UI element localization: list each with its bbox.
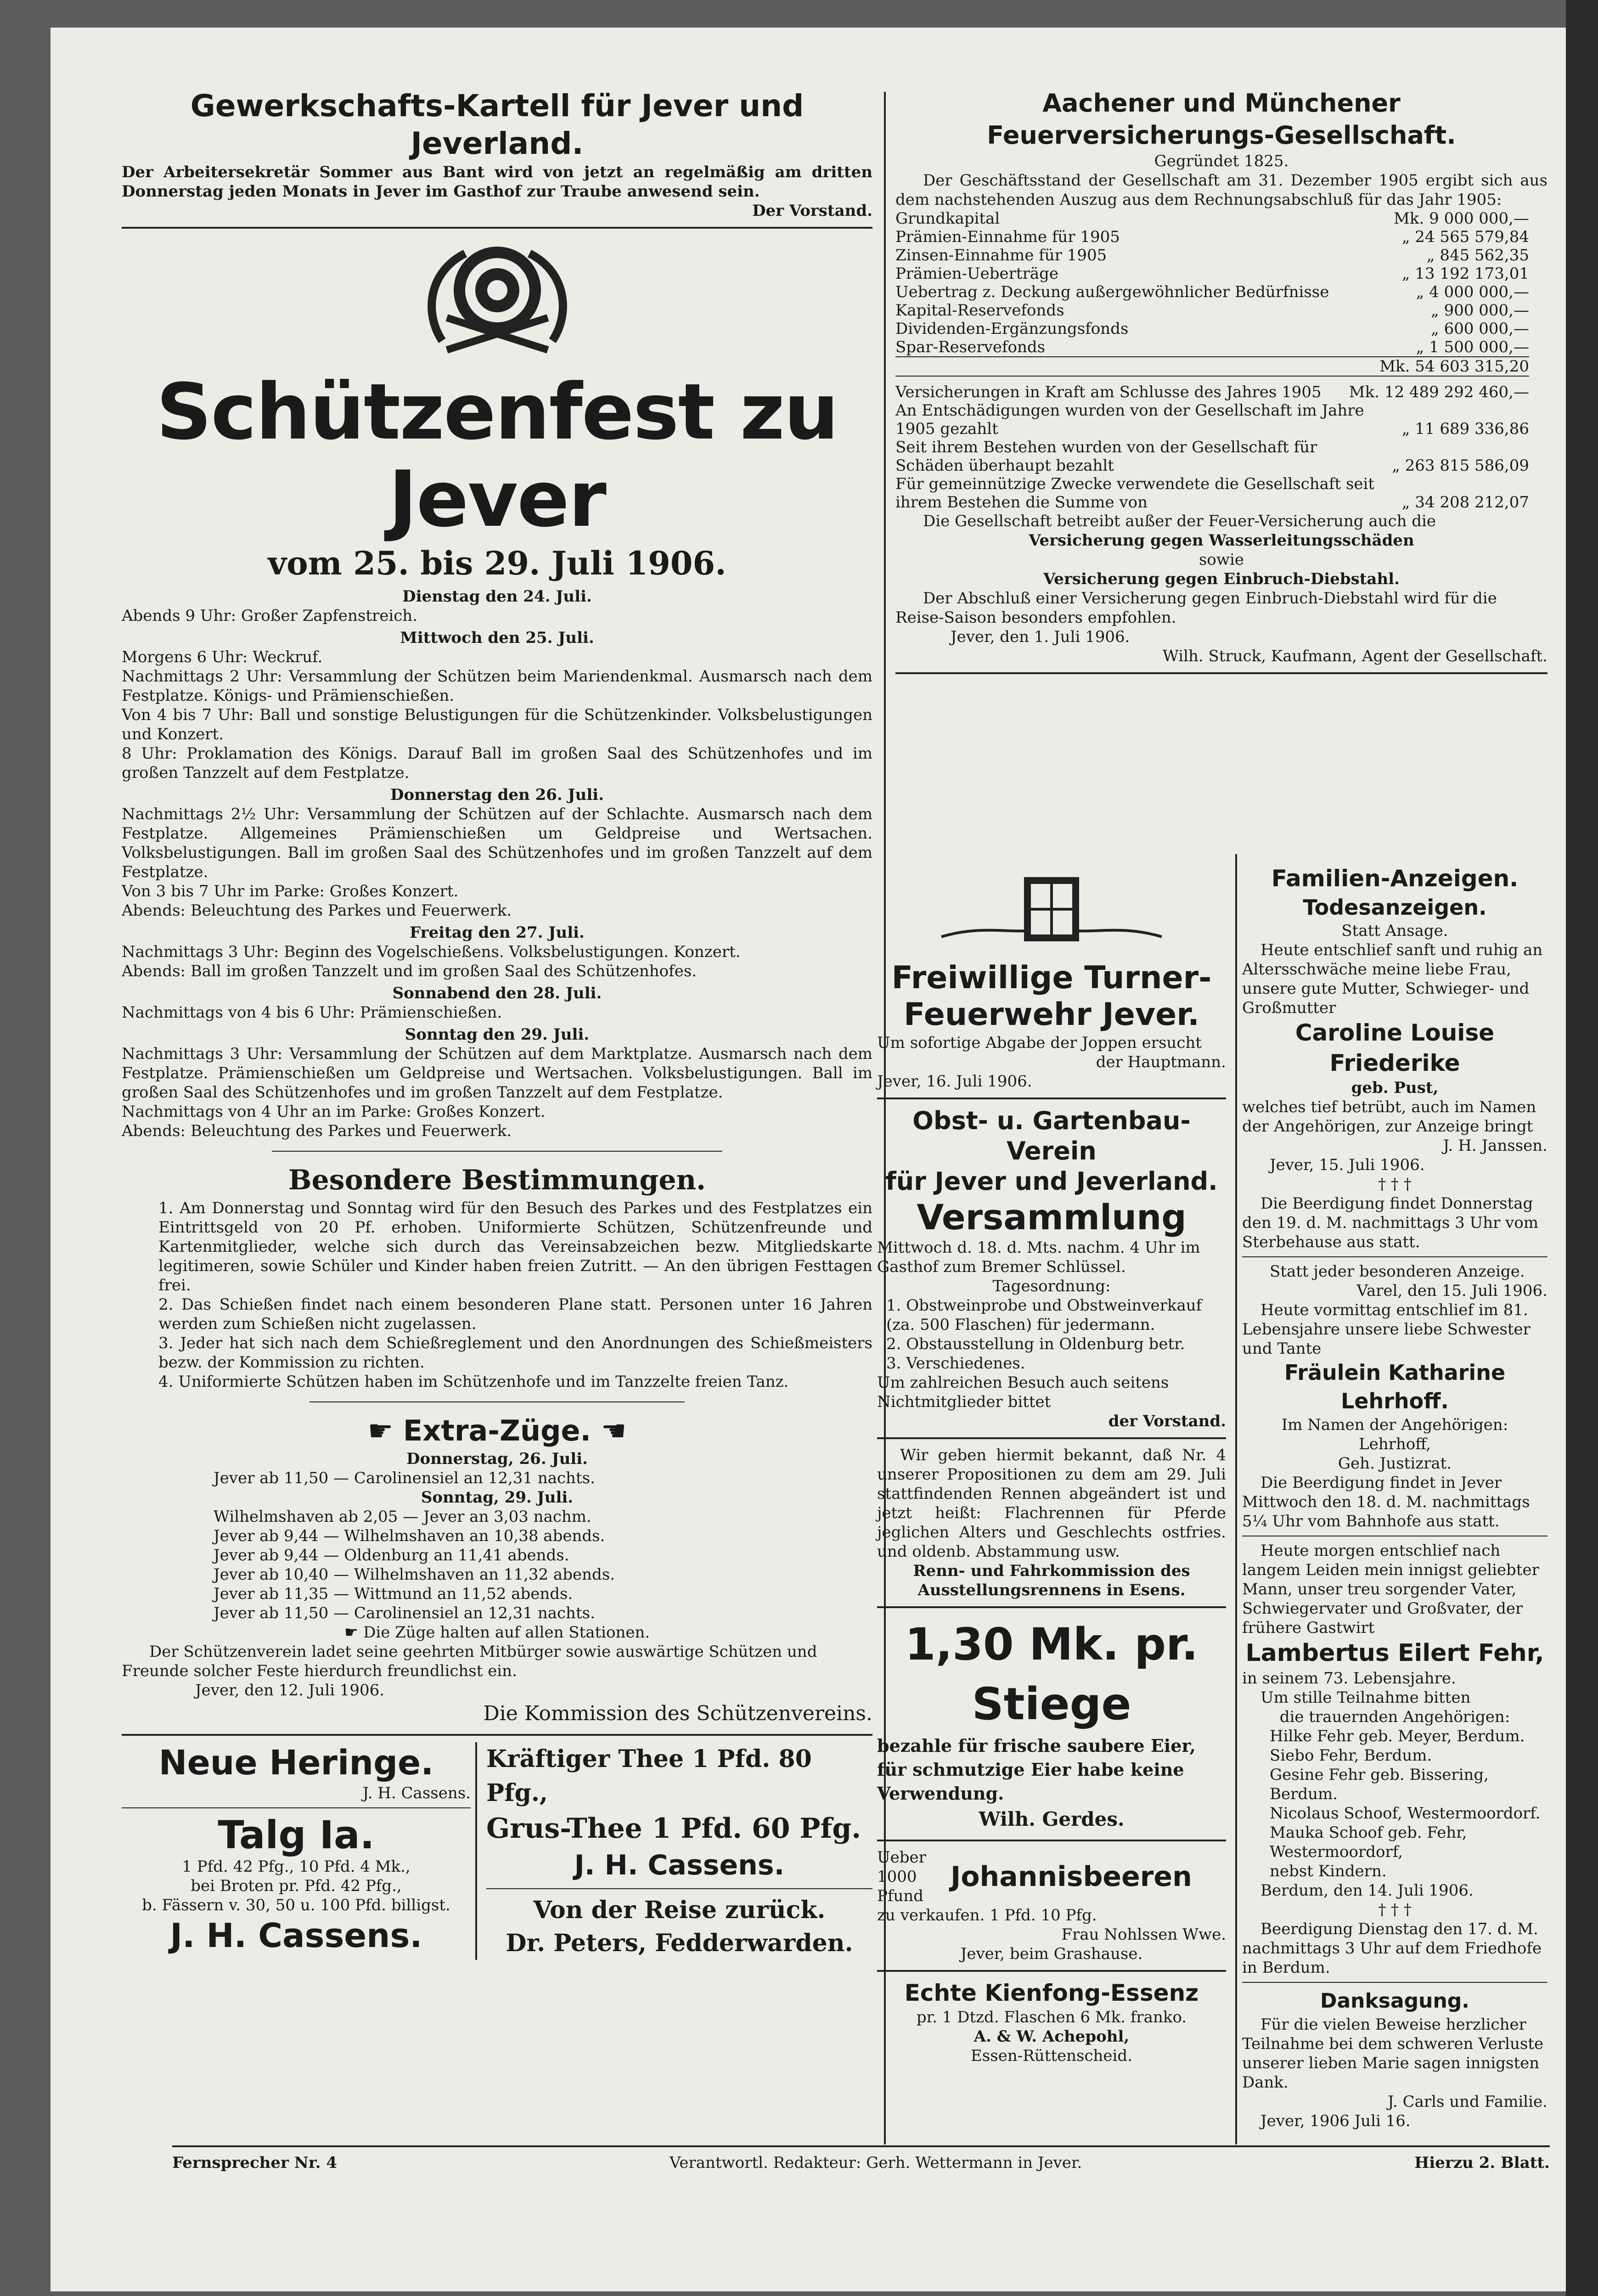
ob-when: Mittwoch d. 18. d. Mts. nachm. 4 Uhr im Gasthof zum Bremer Schlüssel. xyxy=(877,1238,1200,1276)
day-heading: Mittwoch den 25. Juli. xyxy=(400,629,594,647)
ek-place: Essen-Rüttenscheid. xyxy=(970,2047,1133,2065)
ez-day1: Donnerstag, 26. Juli. xyxy=(406,1450,588,1468)
hand-left-icon: ☛ xyxy=(367,1414,394,1447)
ez-date: Jever, den 12. Juli 1906. xyxy=(195,1681,385,1699)
ins-row xyxy=(895,228,1529,246)
ob-items xyxy=(877,1296,1226,1373)
d1-after: welches tief betrübt, auch im Namen der Angehörigen, zur Anzeige bringt xyxy=(1242,1098,1536,1136)
ob-item: 3. Verschiedenes. xyxy=(886,1354,1025,1373)
jb-big: Johannisbeeren xyxy=(951,1861,1192,1893)
ins-row-value: „ 11 689 336,86 xyxy=(1401,420,1529,438)
gewerkschaft-ad xyxy=(122,87,872,220)
ins-row-value: „ 845 562,35 xyxy=(1426,246,1529,264)
target-emblem-icon xyxy=(415,235,580,364)
ins-row xyxy=(895,209,1529,228)
schedule-line: Nachmittags von 4 bis 6 Uhr: Prämienschießen. xyxy=(122,1003,502,1022)
ins-row xyxy=(895,264,1529,283)
schedule-line: Nachmittags 2½ Uhr: Versammlung der Schützen auf der Schlachte. Ausmarsch nach dem Festplatze. Allgemeines Prämienschießen um Geldpreise und Wertsachen. Volksbelustigungen. Ball im großen Saal des Schützenhofes und im großen Tanzzelt auf dem Festplatze. xyxy=(122,805,872,881)
schedule-line: Nachmittags 3 Uhr: Beginn des Vogelschießens. Volksbelustigungen. Konzert. xyxy=(122,943,741,961)
divider xyxy=(122,1807,471,1808)
ob-big: Versammlung xyxy=(917,1197,1187,1238)
ins-row-label: Zinsen-Einnahme für 1905 xyxy=(895,246,1107,264)
day-heading: Donnerstag den 26. Juli. xyxy=(390,786,604,804)
hering-title: Neue Heringe. xyxy=(158,1743,434,1783)
d1-name: Caroline Louise Friederike xyxy=(1295,1019,1495,1076)
family-ads-column xyxy=(1242,863,1547,2131)
d2-sign1: Lehrhoff, xyxy=(1359,1435,1431,1453)
mourner: Gesine Fehr geb. Bissering, Berdum. xyxy=(1270,1766,1489,1803)
ez-title-text: Extra-Züge. xyxy=(403,1414,591,1447)
schedule-line: Abends 9 Uhr: Großer Zapfenstreich. xyxy=(122,607,418,625)
d3-list xyxy=(1242,1727,1547,1881)
day-heading: Dienstag den 24. Juli. xyxy=(402,587,592,606)
mourner: Nicolaus Schoof, Westermoordorf. xyxy=(1270,1804,1541,1823)
footer-mid: Verantwortl. Redakteur: Gerh. Wettermann in Jever. xyxy=(669,2154,1082,2172)
ez-note-text: Die Züge halten auf allen Stationen. xyxy=(363,1623,650,1642)
bes-item: 4. Uniformierte Schützen haben im Schützenhofe und im Tanzzelte freien Tanz. xyxy=(158,1373,789,1391)
schedule-line: Morgens 6 Uhr: Weckruf. xyxy=(122,648,323,666)
talg-line2: bei Broten pr. Pfd. 42 Pfg., xyxy=(191,1877,402,1895)
d2-body: Heute vormittag entschlief im 81. Lebensjahre unsere liebe Schwester und Tante xyxy=(1242,1301,1530,1358)
ins-row-label: Grundkapital xyxy=(895,209,1000,228)
mourner: nebst Kindern. xyxy=(1270,1862,1387,1880)
ez-note xyxy=(122,1623,872,1642)
left-column xyxy=(122,87,872,1960)
ez-list2 xyxy=(122,1507,872,1623)
bes-item: 2. Das Schießen findet nach einem besonderen Plane statt. Personen unter 16 Jahren werden zum Schießen nicht zugelassen. xyxy=(158,1295,872,1333)
divider xyxy=(1242,1982,1547,1983)
footer xyxy=(172,2154,1550,2172)
schedule-line: Abends: Beleuchtung des Parkes und Feuerwerk. xyxy=(122,1122,512,1140)
talg-line1: 1 Pfd. 42 Pfg., 10 Pfd. 4 Mk., xyxy=(182,1857,411,1876)
divider xyxy=(272,1151,722,1152)
ins-p1: Die Gesellschaft betreibt außer der Feuer-Versicherung auch die xyxy=(923,512,1436,530)
train-line: Jever ab 10,40 — Wilhelmshaven an 11,32 abends. xyxy=(214,1565,615,1584)
schuetzenfest-ad xyxy=(122,235,872,1728)
train-line: Jever ab 9,44 — Oldenburg an 11,41 abends. xyxy=(214,1546,569,1564)
ez-list1 xyxy=(122,1469,872,1488)
ins-row xyxy=(895,283,1529,301)
dk-sign: J. Carls und Familie. xyxy=(1388,2093,1547,2111)
mourner: Siebo Fehr, Berdum. xyxy=(1270,1746,1432,1765)
ins-row-label: Spar-Reservefonds xyxy=(895,338,1046,356)
jb-sign: Frau Nohlssen Wwe. xyxy=(1061,1925,1226,1944)
schedule-line: Nachmittags 2 Uhr: Versammlung der Schützen beim Mariendenkmal. Ausmarsch nach dem Festplatze. Königs- und Prämienschießen. xyxy=(122,667,872,705)
ez-invite: Der Schützenverein ladet seine geehrten Mitbürger sowie auswärtige Schützen und Freunde solcher Feste hierdurch freundlichst ein. xyxy=(122,1643,817,1680)
crosses-1: † † † xyxy=(1378,1175,1412,1193)
left-small-ads xyxy=(122,1742,872,1960)
gk-body: Der Arbeitersekretär Sommer aus Bant wird von jetzt an regelmäßig am dritten Donnerstag jeden Monats in Jever im Gasthof zur Traube anwesend sein. xyxy=(122,163,872,201)
ins-row-value: „ 263 815 586,09 xyxy=(1392,456,1529,475)
ob-tag: Tagesordnung: xyxy=(992,1277,1111,1295)
schedule xyxy=(122,587,872,1141)
ob-title1: Obst- u. Gartenbau-Verein xyxy=(912,1106,1191,1165)
thee-ads xyxy=(477,1742,872,1960)
train-line: Jever ab 11,50 — Carolinensiel an 12,31 nachts. xyxy=(214,1469,595,1487)
ins-row-value: „ 900 000,— xyxy=(1431,301,1529,320)
jb-small: Ueber 1000 Pfund xyxy=(877,1848,926,1905)
fw-title1: Freiwillige Turner- xyxy=(891,960,1212,996)
thee-by: J. H. Cassens. xyxy=(574,1849,785,1881)
sf-dates: vom 25. bis 29. Juli 1906. xyxy=(268,544,726,582)
mourner: Hilke Fehr geb. Meyer, Berdum. xyxy=(1270,1727,1525,1745)
footer-left: Fernsprecher Nr. 4 xyxy=(172,2154,338,2172)
ins-row xyxy=(895,338,1529,356)
divider xyxy=(486,1888,872,1889)
ob-title2: für Jever und Jeverland. xyxy=(885,1167,1218,1196)
ins-row-value: Mk. 9 000 000,— xyxy=(1394,209,1529,228)
ins-row-value: „ 600 000,— xyxy=(1431,320,1529,338)
jb-place: Jever, beim Grashause. xyxy=(960,1945,1143,1963)
ins-row-value: „ 1 500 000,— xyxy=(1416,338,1529,356)
ob-item: 2. Obstausstellung in Oldenburg betr. xyxy=(886,1335,1185,1353)
bes-item: 1. Am Donnerstag und Sonntag wird für den Besuch des Parkes und des Festplatzes ein Eintrittsgeld von 20 Pf. erhoben. Uniformierte Schützen, Schützenfreunde und Kartenmitglieder, welche sich durch das Vereinsabzeichen bezw. Mitgliedskarte legitimeren, sowie Schüler und Kinder haben freien Zutritt. — An den übrigen Festtagen frei. xyxy=(158,1199,872,1294)
ins-total: Mk. 54 603 315,20 xyxy=(1379,357,1529,376)
ins-row-label: Prämien-Ueberträge xyxy=(895,264,1059,283)
ins-row-value: „ 24 565 579,84 xyxy=(1401,228,1529,246)
schedule-line: Abends: Ball im großen Tanzzelt und im großen Saal des Schützenhofes. xyxy=(122,962,697,980)
d1-body: Heute entschlief sanft und ruhig an Altersschwäche meine liebe Frau, unsere gute Mutter, Schwieger- und Großmutter xyxy=(1242,941,1543,1017)
gk-sign: Der Vorstand. xyxy=(752,202,872,220)
ek-title: Echte Kienfong-Essenz xyxy=(904,1980,1199,2006)
ins-intro: Der Geschäftsstand der Gesellschaft am 31. Dezember 1905 ergibt sich aus dem nachstehenden Auszug aus dem Rechnungsabschluß für das Jahr 1905: xyxy=(895,171,1547,209)
ins-row xyxy=(895,246,1529,264)
ins-title: Aachener und Münchener Feuerversicherungs-Gesellschaft. xyxy=(987,89,1456,150)
ins-row xyxy=(895,320,1529,338)
dk-date: Jever, 1906 Juli 16. xyxy=(1260,2112,1411,2130)
train-line: Jever ab 11,50 — Carolinensiel an 12,31 nachts. xyxy=(214,1604,595,1622)
talg-line3: b. Fässern v. 30, 50 u. 100 Pfd. billigst. xyxy=(142,1896,450,1914)
reise-line1: Von der Reise zurück. xyxy=(533,1896,826,1924)
d3-fam: die trauernden Angehörigen: xyxy=(1279,1708,1510,1726)
ins-row-label: Dividenden-Ergänzungsfonds xyxy=(895,320,1129,338)
d2-place: Varel, den 15. Juli 1906. xyxy=(1356,1282,1547,1300)
ins-row-label: Prämien-Einnahme für 1905 xyxy=(895,228,1120,246)
ins-row-label: Uebertrag z. Deckung außergewöhnlicher Bedürfnisse xyxy=(895,283,1329,301)
schedule-line: Von 3 bis 7 Uhr im Parke: Großes Konzert. xyxy=(122,882,459,900)
eier-sign: Wilh. Gerdes. xyxy=(979,1808,1125,1830)
ins-sign: Wilh. Struck, Kaufmann, Agent der Gesellschaft. xyxy=(1162,647,1547,665)
divider xyxy=(877,1970,1226,1972)
day-heading: Sonntag den 29. Juli. xyxy=(405,1025,590,1044)
page-edge xyxy=(1566,0,1598,2296)
ins-balance xyxy=(895,209,1529,356)
ins-row-label: Versicherungen in Kraft am Schlusse des Jahres 1905 xyxy=(895,383,1322,401)
schedule-line: Nachmittags 3 Uhr: Versammlung der Schützen auf dem Marktplatze. Ausmarsch nach dem Festplatze. Prämienschießen um Geldpreise und Wertsachen. Volksbelustigungen. Ball im großen Saal des Schützenhofes und im großen Tanzzelt auf dem Festplatze. xyxy=(122,1045,872,1102)
ez-sign: Die Kommission des Schützenvereins. xyxy=(483,1702,872,1725)
ins-row-value: „ 4 000 000,— xyxy=(1416,283,1529,301)
talg-title: Talg Ia. xyxy=(218,1812,375,1857)
jb-head xyxy=(877,1848,1226,1906)
hand-icon: ☛ xyxy=(344,1623,359,1642)
divider xyxy=(1242,1256,1547,1257)
d1-nee: geb. Pust, xyxy=(1351,1079,1439,1097)
ins-row-value: „ 13 192 173,01 xyxy=(1401,264,1529,283)
ins-row-value: „ 34 208 212,07 xyxy=(1401,493,1529,512)
ins-row xyxy=(895,383,1529,401)
d3-age: in seinem 73. Lebensjahre. xyxy=(1242,1669,1456,1688)
ins-row xyxy=(895,475,1529,512)
d3-name: Lambertus Eilert Fehr, xyxy=(1245,1639,1544,1667)
bes-item: 3. Jeder hat sich nach dem Schießreglement und den Anordnungen des Schießmeisters bezw. der Kommission zu richten. xyxy=(158,1334,872,1372)
cassens-ads xyxy=(122,1742,477,1960)
train-line: Jever ab 9,44 — Wilhelmshaven an 10,38 abends. xyxy=(214,1527,605,1545)
ob-item: 1. Obstweinprobe und Obstweinverkauf (za. 500 Flaschen) für jedermann. xyxy=(886,1296,1202,1334)
insurance-ad xyxy=(895,87,1547,681)
train-line: Jever ab 11,35 — Wittmund an 11,52 abends. xyxy=(214,1585,573,1603)
sf-title: Schützenfest zu Jever xyxy=(156,367,838,544)
d2-name: Fräulein Katharine Lehrhoff. xyxy=(1284,1360,1506,1413)
train-line: Wilhelmshaven ab 2,05 — Jever an 3,03 nachm. xyxy=(214,1508,591,1526)
ins-p4: Versicherung gegen Einbruch-Diebstahl. xyxy=(1043,570,1400,588)
ins-p5: Der Abschluß einer Versicherung gegen Einbruch-Diebstahl wird für die Reise-Saison besonders empfohlen. xyxy=(895,589,1497,627)
fw-title2: Feuerwehr Jever. xyxy=(904,996,1199,1033)
ob-sign: der Vorstand. xyxy=(1108,1412,1226,1430)
divider xyxy=(877,1840,1226,1841)
ins-row xyxy=(895,438,1529,475)
extra-zuege-title xyxy=(122,1412,872,1449)
ins-date: Jever, den 1. Juli 1906. xyxy=(951,628,1130,646)
divider xyxy=(877,1437,1226,1439)
dk-body: Für die vielen Beweise herzlicher Teilnahme bei dem schweren Verluste unserer lieben Marie sagen innigsten Dank. xyxy=(1242,2015,1544,2092)
dk-title: Danksagung. xyxy=(1320,1989,1470,2013)
schedule-line: Von 4 bis 7 Uhr: Ball und sonstige Belustigungen für die Schützenkinder. Volksbelustigungen und Konzert. xyxy=(122,706,872,743)
fw-date: Jever, 16. Juli 1906. xyxy=(877,1072,1032,1091)
d3-date: Berdum, den 14. Juli 1906. xyxy=(1260,1881,1474,1900)
divider xyxy=(877,1097,1226,1099)
talg-by: J. H. Cassens. xyxy=(170,1916,422,1955)
ins-row-label: Kapital-Reservefonds xyxy=(895,301,1064,320)
eier-big: 1,30 Mk. pr. Stiege xyxy=(905,1619,1198,1730)
jb-body: zu verkaufen. 1 Pfd. 10 Pfg. xyxy=(877,1906,1097,1925)
hand-right-icon: ☚ xyxy=(601,1414,627,1447)
schedule-line: 8 Uhr: Proklamation des Königs. Darauf Ball im großen Saal des Schützenhofes und im großen Tanzzelt auf dem Festplatze. xyxy=(122,744,872,782)
eier-body: bezahle für frische saubere Eier, für schmutzige Eier habe keine Verwendung. xyxy=(877,1735,1196,1804)
d2-burial: Die Beerdigung findet in Jever Mittwoch den 18. d. M. nachmittags 5¼ Uhr vom Bahnhofe aus statt. xyxy=(1242,1474,1530,1531)
ek-sign: A. & W. Achepohl, xyxy=(973,2027,1130,2046)
divider xyxy=(122,227,872,229)
td-sub: Statt Ansage. xyxy=(1341,922,1448,940)
divider xyxy=(309,1401,685,1402)
rn-body: Wir geben hiermit bekannt, daß Nr. 4 unserer Propositionen zu dem am 29. Juli stattfindenden Rennen abgeändert ist und jetzt heißt: Flachrennen für Pferde jeglichen Alters und Geschlechts ostfries. und oldenb. Abstammung usw. xyxy=(877,1446,1226,1561)
d3-burial: Beerdigung Dienstag den 17. d. M. nachmittags 3 Uhr auf dem Friedhofe in Berdum. xyxy=(1242,1920,1542,1977)
d2-fam: Im Namen der Angehörigen: xyxy=(1281,1416,1508,1434)
fa-title: Familien-Anzeigen. xyxy=(1271,865,1519,892)
schedule-line: Nachmittags von 4 Uhr an im Parke: Großes Konzert. xyxy=(122,1103,546,1121)
ins-total-row xyxy=(895,356,1529,377)
middle-ads-column xyxy=(877,863,1226,2065)
ins-row-label: Für gemeinnützige Zwecke verwendete die Gesellschaft seit ihrem Bestehen die Summe von xyxy=(895,475,1375,512)
ins-row-label: An Entschädigungen wurden von der Gesellschaft im Jahre 1905 gezahlt xyxy=(895,401,1364,438)
fw-body: Um sofortige Abgabe der Joppen ersucht xyxy=(877,1034,1202,1052)
thee-line2: Grus-Thee 1 Pfd. 60 Pfg. xyxy=(486,1812,861,1845)
ek-body: pr. 1 Dtzd. Flaschen 6 Mk. franko. xyxy=(916,2008,1187,2026)
td-title: Todesanzeigen. xyxy=(1303,895,1487,920)
schedule-line: Abends: Beleuchtung des Parkes und Feuerwerk. xyxy=(122,901,512,920)
column-divider xyxy=(1235,854,1237,2144)
ins-row xyxy=(895,401,1529,438)
d1-burial: Die Beerdigung findet Donnerstag den 19. d. M. nachmittags 3 Uhr vom Sterbehause aus statt. xyxy=(1242,1194,1539,1251)
d1-sign: J. H. Janssen. xyxy=(1443,1137,1547,1155)
divider xyxy=(877,1606,1226,1608)
ins-stats xyxy=(895,383,1529,512)
ins-p2: Versicherung gegen Wasserleitungsschäden xyxy=(1029,531,1414,550)
ins-row-label: Seit ihrem Bestehen wurden von der Gesellschaft für Schäden überhaupt bezahlt xyxy=(895,438,1317,475)
gk-title: Gewerkschafts-Kartell für Jever und Jeverland. xyxy=(190,88,804,161)
rn-sign: Renn- und Fahrkommission des Ausstellungsrennens in Esens. xyxy=(913,1562,1190,1599)
d2-sign2: Geh. Justizrat. xyxy=(1338,1454,1452,1473)
ez-day2: Sonntag, 29. Juli. xyxy=(421,1488,574,1507)
hering-by: J. H. Cassens. xyxy=(362,1784,471,1802)
ins-row xyxy=(895,301,1529,320)
footer-right: Hierzu 2. Blatt. xyxy=(1414,2154,1550,2172)
ins-founded: Gegründet 1825. xyxy=(1154,152,1289,170)
fw-sign: der Hauptmann. xyxy=(1096,1053,1226,1071)
divider xyxy=(122,1734,872,1736)
ins-row-value: Mk. 12 489 292 460,— xyxy=(1349,383,1529,401)
divider xyxy=(895,672,1547,674)
day-heading: Freitag den 27. Juli. xyxy=(410,923,585,942)
footer-rule xyxy=(172,2145,1550,2147)
mourner: Mauka Schoof geb. Fehr, Westermoordorf, xyxy=(1270,1823,1467,1861)
thee-line1: Kräftiger Thee 1 Pfd. 80 Pfg., xyxy=(486,1745,812,1807)
day-heading: Sonnabend den 28. Juli. xyxy=(392,984,602,1002)
d1-date: Jever, 15. Juli 1906. xyxy=(1270,1156,1425,1174)
d2-pre: Statt jeder besonderen Anzeige. xyxy=(1270,1262,1525,1281)
ins-p3: sowie xyxy=(1198,551,1244,569)
fire-brigade-emblem-icon xyxy=(932,868,1171,955)
bes-title: Besondere Bestimmungen. xyxy=(288,1164,706,1196)
crosses-2: † † † xyxy=(1378,1901,1412,1919)
d3-ask: Um stille Teilnahme bitten xyxy=(1260,1688,1471,1707)
d3-body: Heute morgen entschlief nach langem Leiden mein innigst geliebter Mann, unser treu sorgender Vater, Schwiegervater und Großvater, der frühere Gastwirt xyxy=(1242,1542,1539,1637)
ob-end: Um zahlreichen Besuch auch seitens Nichtmitglieder bittet xyxy=(877,1373,1169,1411)
bes-list xyxy=(122,1199,872,1391)
reise-line2: Dr. Peters, Fedderwarden. xyxy=(506,1929,853,1957)
